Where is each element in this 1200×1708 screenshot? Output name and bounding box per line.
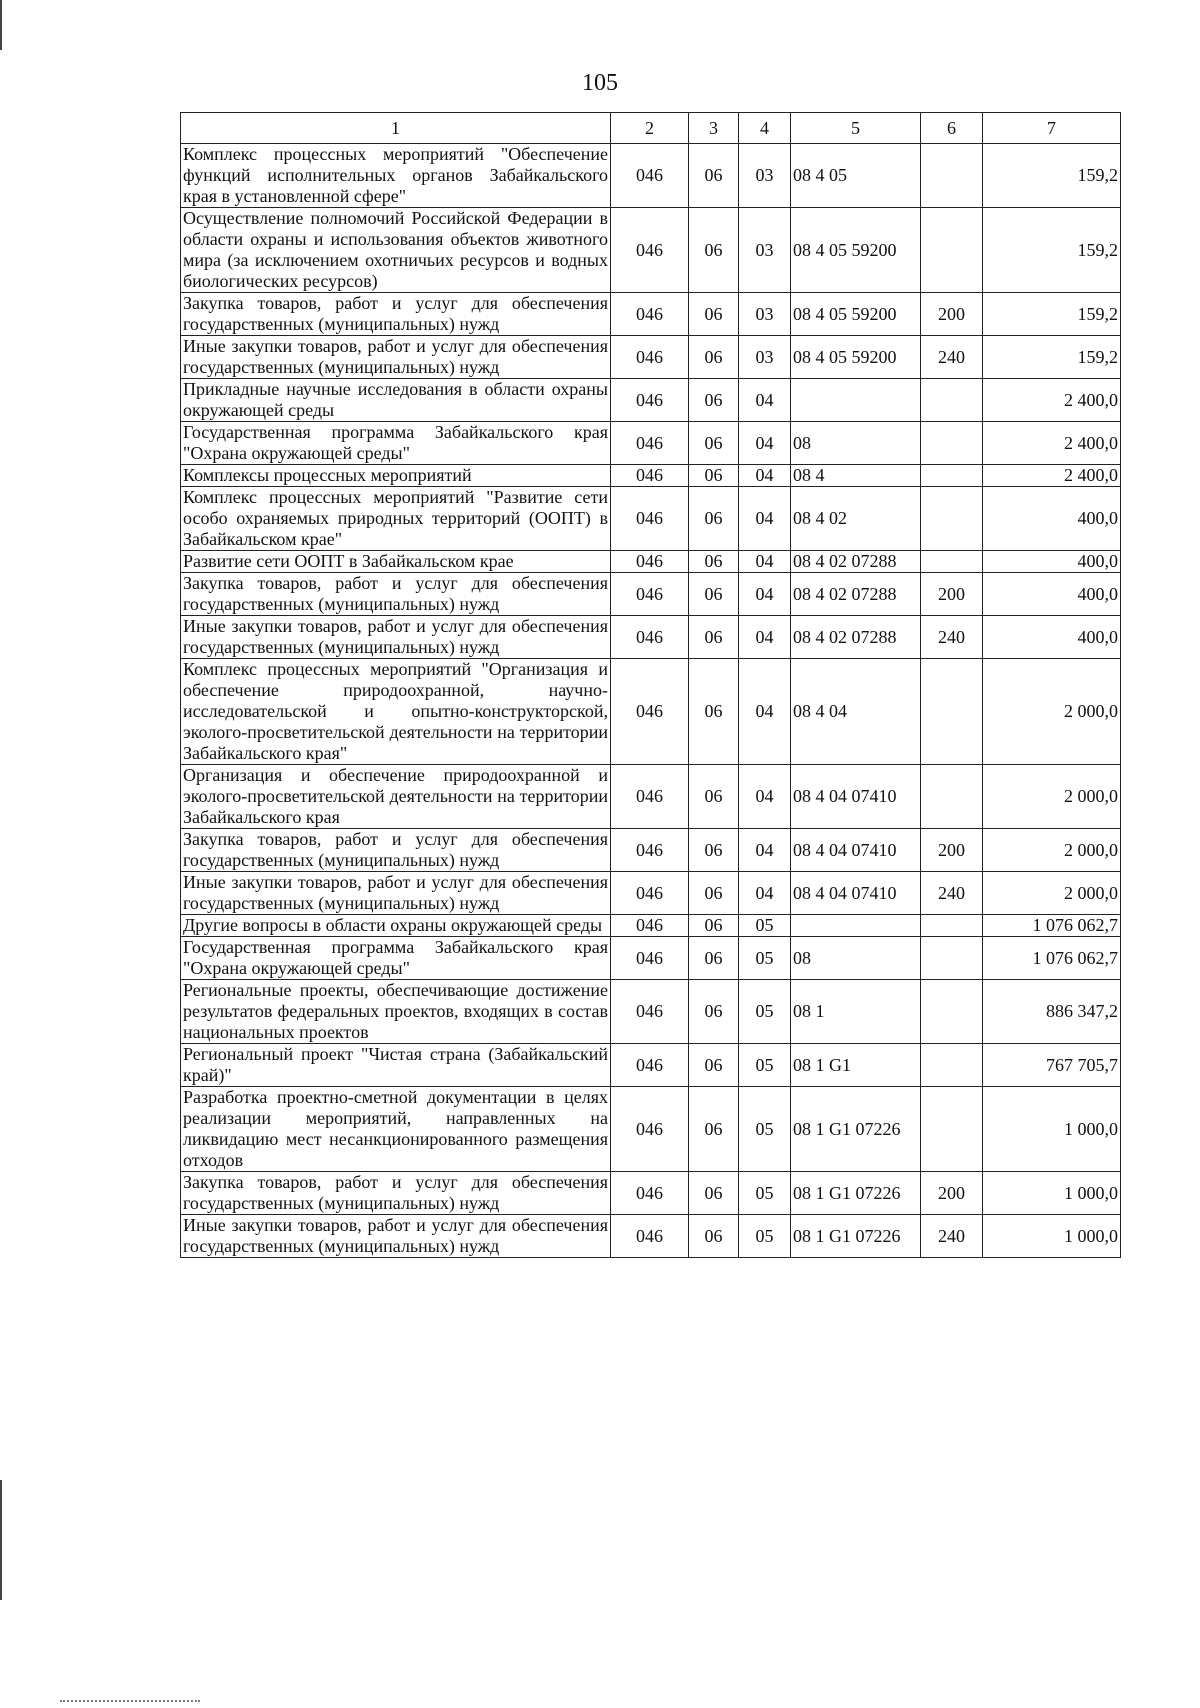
subsection-code-cell: 04 [739,573,791,616]
amount-cell: 400,0 [983,487,1121,551]
row-name-cell: Организация и обеспечение природоохранной и эколого-просветительской деятельности на территории Забайкальского края [181,765,611,829]
section-code-cell: 06 [689,980,739,1044]
amount-cell: 1 000,0 [983,1172,1121,1215]
row-name-cell: Региональный проект "Чистая страна (Забайкальский край)" [181,1044,611,1087]
row-name-cell: Осуществление полномочий Российской Федерации в области охраны и использования объектов животного мира (за исключением охотничьих ресурсов и водных биологических ресурсов) [181,208,611,293]
ministry-code-cell: 046 [611,980,689,1044]
target-article-cell: 08 4 04 07410 [791,872,921,915]
section-code-cell: 06 [689,659,739,765]
row-name-cell: Иные закупки товаров, работ и услуг для обеспечения государственных (муниципальных) нужд [181,872,611,915]
amount-cell: 400,0 [983,573,1121,616]
target-article-cell [791,379,921,422]
subsection-code-cell: 04 [739,487,791,551]
expense-type-cell [921,551,983,573]
table-row [181,487,1121,551]
target-article-cell: 08 [791,422,921,465]
expense-type-cell: 200 [921,1172,983,1215]
row-name-cell: Закупка товаров, работ и услуг для обеспечения государственных (муниципальных) нужд [181,293,611,336]
expense-type-cell: 240 [921,616,983,659]
budget-table [180,112,1121,1258]
row-name-cell: Разработка проектно-сметной документации в целях реализации мероприятий, направленных на ликвидацию мест несанкционированного размещения отходов [181,1087,611,1172]
row-name-cell: Развитие сети ООПТ в Забайкальском крае [181,551,611,573]
table-row [181,551,1121,573]
subsection-code-cell: 04 [739,829,791,872]
subsection-code-cell: 04 [739,659,791,765]
subsection-code-cell: 05 [739,1044,791,1087]
row-name-cell: Иные закупки товаров, работ и услуг для обеспечения государственных (муниципальных) нужд [181,1215,611,1258]
ministry-code-cell: 046 [611,659,689,765]
expense-type-cell: 240 [921,872,983,915]
target-article-cell: 08 1 [791,980,921,1044]
section-code-cell: 06 [689,1215,739,1258]
table-row [181,422,1121,465]
ministry-code-cell: 046 [611,1087,689,1172]
expense-type-cell [921,915,983,937]
amount-cell: 1 076 062,7 [983,915,1121,937]
amount-cell: 1 000,0 [983,1215,1121,1258]
amount-cell: 1 076 062,7 [983,937,1121,980]
row-name-cell: Закупка товаров, работ и услуг для обеспечения государственных (муниципальных) нужд [181,829,611,872]
subsection-code-cell: 04 [739,765,791,829]
subsection-code-cell: 05 [739,1087,791,1172]
expense-type-cell: 200 [921,829,983,872]
section-code-cell: 06 [689,573,739,616]
column-header: 4 [739,113,791,144]
expense-type-cell [921,1087,983,1172]
target-article-cell: 08 4 02 07288 [791,573,921,616]
target-article-cell: 08 4 04 07410 [791,829,921,872]
row-name-cell: Комплекс процессных мероприятий "Организация и обеспечение природоохранной, научно-исследовательской и опытно-конструкторской, эколого-просветительской деятельности на территории Забайкальского края" [181,659,611,765]
expense-type-cell [921,379,983,422]
subsection-code-cell: 04 [739,872,791,915]
amount-cell: 2 000,0 [983,765,1121,829]
section-code-cell: 06 [689,915,739,937]
expense-type-cell: 240 [921,1215,983,1258]
amount-cell: 886 347,2 [983,980,1121,1044]
ministry-code-cell: 046 [611,1172,689,1215]
section-code-cell: 06 [689,422,739,465]
row-name-cell: Комплексы процессных мероприятий [181,465,611,487]
ministry-code-cell: 046 [611,293,689,336]
ministry-code-cell: 046 [611,616,689,659]
column-header: 3 [689,113,739,144]
subsection-code-cell: 05 [739,915,791,937]
amount-cell: 767 705,7 [983,1044,1121,1087]
subsection-code-cell: 04 [739,616,791,659]
section-code-cell: 06 [689,336,739,379]
expense-type-cell [921,144,983,208]
table-row [181,616,1121,659]
target-article-cell: 08 [791,937,921,980]
row-name-cell: Региональные проекты, обеспечивающие достижение результатов федеральных проектов, входящих в состав национальных проектов [181,980,611,1044]
target-article-cell [791,915,921,937]
table-header-row [181,113,1121,144]
section-code-cell: 06 [689,144,739,208]
table-row [181,336,1121,379]
section-code-cell: 06 [689,1087,739,1172]
column-header: 1 [181,113,611,144]
column-header: 2 [611,113,689,144]
subsection-code-cell: 03 [739,208,791,293]
target-article-cell: 08 1 G1 07226 [791,1087,921,1172]
row-name-cell: Иные закупки товаров, работ и услуг для обеспечения государственных (муниципальных) нужд [181,616,611,659]
ministry-code-cell: 046 [611,465,689,487]
expense-type-cell: 200 [921,293,983,336]
subsection-code-cell: 05 [739,980,791,1044]
section-code-cell: 06 [689,465,739,487]
table-row [181,915,1121,937]
target-article-cell: 08 4 [791,465,921,487]
table-row [181,293,1121,336]
ministry-code-cell: 046 [611,765,689,829]
ministry-code-cell: 046 [611,915,689,937]
expense-type-cell [921,765,983,829]
ministry-code-cell: 046 [611,379,689,422]
ministry-code-cell: 046 [611,336,689,379]
ministry-code-cell: 046 [611,144,689,208]
ministry-code-cell: 046 [611,937,689,980]
section-code-cell: 06 [689,1172,739,1215]
subsection-code-cell: 03 [739,336,791,379]
amount-cell: 400,0 [983,551,1121,573]
table-row [181,208,1121,293]
table-row [181,872,1121,915]
table-row [181,980,1121,1044]
subsection-code-cell: 05 [739,1215,791,1258]
amount-cell: 2 000,0 [983,872,1121,915]
section-code-cell: 06 [689,293,739,336]
subsection-code-cell: 04 [739,422,791,465]
ministry-code-cell: 046 [611,551,689,573]
section-code-cell: 06 [689,1044,739,1087]
table-row [181,829,1121,872]
table-row [181,573,1121,616]
table-row [181,1215,1121,1258]
ministry-code-cell: 046 [611,208,689,293]
scan-bottom-mark [60,1700,200,1704]
section-code-cell: 06 [689,379,739,422]
table-row [181,144,1121,208]
section-code-cell: 06 [689,208,739,293]
column-header: 5 [791,113,921,144]
amount-cell: 2 400,0 [983,422,1121,465]
ministry-code-cell: 046 [611,487,689,551]
expense-type-cell [921,659,983,765]
amount-cell: 1 000,0 [983,1087,1121,1172]
column-header: 6 [921,113,983,144]
target-article-cell: 08 4 05 59200 [791,208,921,293]
row-name-cell: Закупка товаров, работ и услуг для обеспечения государственных (муниципальных) нужд [181,573,611,616]
subsection-code-cell: 04 [739,379,791,422]
expense-type-cell: 240 [921,336,983,379]
row-name-cell: Иные закупки товаров, работ и услуг для обеспечения государственных (муниципальных) нужд [181,336,611,379]
amount-cell: 2 000,0 [983,829,1121,872]
table-row [181,1172,1121,1215]
target-article-cell: 08 4 05 59200 [791,336,921,379]
ministry-code-cell: 046 [611,422,689,465]
table-row [181,659,1121,765]
target-article-cell: 08 4 05 [791,144,921,208]
amount-cell: 2 400,0 [983,465,1121,487]
table-row [181,1044,1121,1087]
expense-type-cell: 200 [921,573,983,616]
subsection-code-cell: 03 [739,293,791,336]
expense-type-cell [921,487,983,551]
target-article-cell: 08 4 05 59200 [791,293,921,336]
section-code-cell: 06 [689,829,739,872]
row-name-cell: Комплекс процессных мероприятий "Развитие сети особо охраняемых природных территорий (ООПТ) в Забайкальском крае" [181,487,611,551]
expense-type-cell [921,980,983,1044]
target-article-cell: 08 4 04 07410 [791,765,921,829]
row-name-cell: Закупка товаров, работ и услуг для обеспечения государственных (муниципальных) нужд [181,1172,611,1215]
column-header: 7 [983,113,1121,144]
expense-type-cell [921,1044,983,1087]
row-name-cell: Государственная программа Забайкальского края "Охрана окружающей среды" [181,937,611,980]
amount-cell: 159,2 [983,208,1121,293]
target-article-cell: 08 1 G1 07226 [791,1215,921,1258]
section-code-cell: 06 [689,616,739,659]
expense-type-cell [921,422,983,465]
amount-cell: 159,2 [983,293,1121,336]
table-row [181,465,1121,487]
section-code-cell: 06 [689,551,739,573]
ministry-code-cell: 046 [611,573,689,616]
amount-cell: 159,2 [983,336,1121,379]
row-name-cell: Государственная программа Забайкальского края "Охрана окружающей среды" [181,422,611,465]
section-code-cell: 06 [689,872,739,915]
ministry-code-cell: 046 [611,872,689,915]
ministry-code-cell: 046 [611,1215,689,1258]
section-code-cell: 06 [689,937,739,980]
scan-margin-mark [0,1480,2,1600]
target-article-cell: 08 4 02 [791,487,921,551]
amount-cell: 2 000,0 [983,659,1121,765]
amount-cell: 159,2 [983,144,1121,208]
section-code-cell: 06 [689,765,739,829]
row-name-cell: Другие вопросы в области охраны окружающей среды [181,915,611,937]
target-article-cell: 08 1 G1 [791,1044,921,1087]
expense-type-cell [921,937,983,980]
subsection-code-cell: 04 [739,465,791,487]
target-article-cell: 08 4 04 [791,659,921,765]
table-row [181,937,1121,980]
scan-margin-mark [0,0,2,50]
target-article-cell: 08 4 02 07288 [791,551,921,573]
expense-type-cell [921,208,983,293]
subsection-code-cell: 04 [739,551,791,573]
subsection-code-cell: 05 [739,937,791,980]
table-row [181,379,1121,422]
table-body [181,144,1121,1258]
row-name-cell: Комплекс процессных мероприятий "Обеспечение функций исполнительных органов Забайкальского края в установленной сфере" [181,144,611,208]
row-name-cell: Прикладные научные исследования в области охраны окружающей среды [181,379,611,422]
target-article-cell: 08 4 02 07288 [791,616,921,659]
ministry-code-cell: 046 [611,829,689,872]
target-article-cell: 08 1 G1 07226 [791,1172,921,1215]
expense-type-cell [921,465,983,487]
amount-cell: 400,0 [983,616,1121,659]
table-row [181,1087,1121,1172]
amount-cell: 2 400,0 [983,379,1121,422]
section-code-cell: 06 [689,487,739,551]
subsection-code-cell: 03 [739,144,791,208]
subsection-code-cell: 05 [739,1172,791,1215]
table-row [181,765,1121,829]
ministry-code-cell: 046 [611,1044,689,1087]
page-number: 105 [582,70,618,96]
